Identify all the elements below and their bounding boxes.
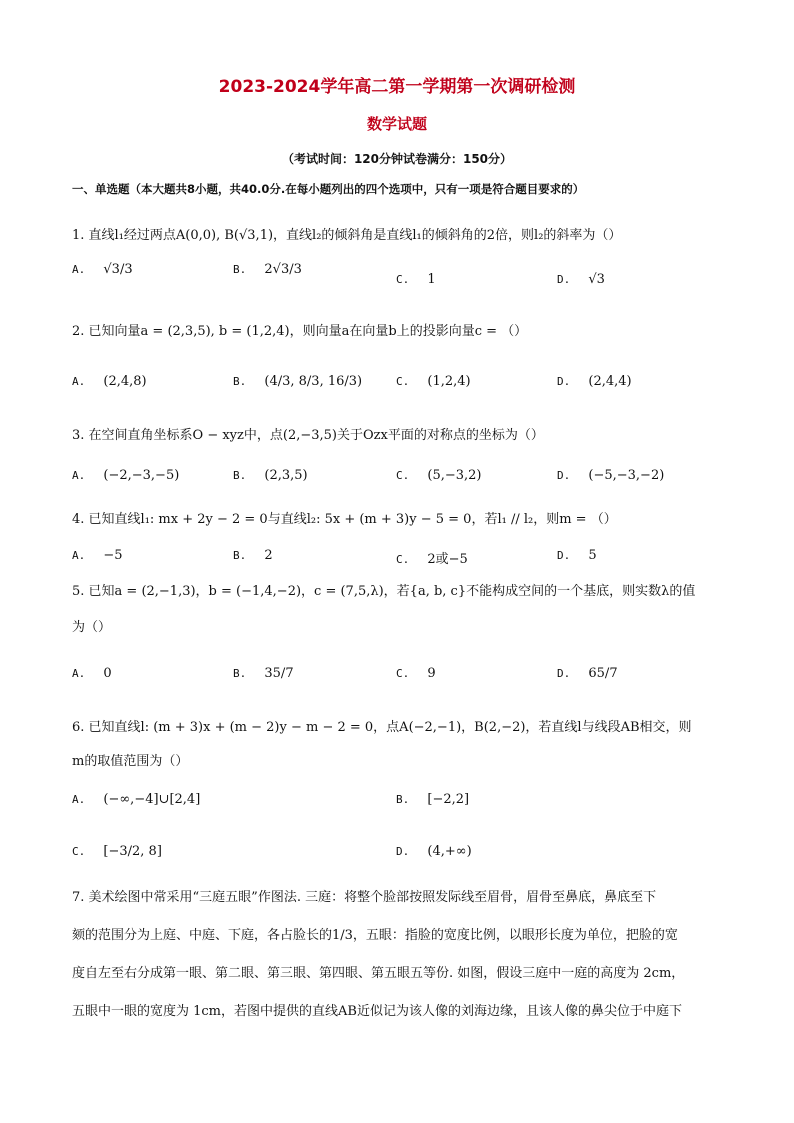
option-letter: B.	[233, 375, 247, 388]
option-value: (2,4,8)	[103, 374, 147, 389]
option-letter: C.	[72, 845, 86, 858]
option-value: 0	[103, 666, 112, 681]
option-letter: A.	[72, 793, 86, 806]
option-letter: A.	[72, 375, 86, 388]
question-7-line-4: 五眼中一眼的宽度为 1cm，若图中提供的直线AB近似记为该人像的刘海边缘，且该人像的鼻尖位于中庭下	[72, 1004, 682, 1019]
option-letter: D.	[396, 845, 410, 858]
option-value: (−5,−3,−2)	[588, 468, 665, 483]
option-letter: D.	[557, 469, 571, 482]
exam-title: 2023-2024学年高二第一学期第一次调研检测	[218, 77, 576, 97]
option-letter: C.	[396, 273, 410, 286]
option-value: (−∞,−4]∪[2,4]	[103, 792, 201, 807]
section-heading: 一、单选题（本大题共8小题，共40.0分.在每小题列出的四个选项中，只有一项是符合题目要求的）	[72, 182, 585, 196]
option-value: 2√3/3	[264, 262, 302, 277]
question-3-stem: 3. 在空间直角坐标系O − xyz中，点(2,−3,5)关于Ozx平面的对称点的坐标为（）	[72, 428, 544, 443]
question-5-stem-cont: 为（）	[72, 620, 112, 635]
q6-option-b	[396, 792, 469, 807]
option-letter: D.	[557, 375, 571, 388]
q2-option-a	[72, 374, 147, 389]
q2-option-b	[233, 374, 362, 389]
exam-info: （考试时间：120分钟试卷满分：150分）	[281, 152, 513, 166]
option-letter: B.	[233, 469, 247, 482]
option-letter: C.	[396, 667, 410, 680]
option-letter: B.	[396, 793, 410, 806]
option-value: 2或−5	[427, 552, 468, 567]
option-letter: D.	[557, 667, 571, 680]
option-letter: B.	[233, 263, 247, 276]
question-4-stem: 4. 已知直线l₁: mx + 2y − 2 = 0与直线l₂: 5x + (m + 3)y − 5 = 0，若l₁ // l₂，则m = （）	[72, 512, 617, 527]
option-value: √3	[588, 272, 605, 287]
exam-subtitle: 数学试题	[366, 115, 427, 133]
q3-option-a	[72, 468, 179, 483]
question-6-stem-cont: m的取值范围为（）	[72, 754, 189, 769]
option-letter: D.	[557, 273, 571, 286]
question-7-line-1: 7. 美术绘图中常采用“三庭五眼”作图法. 三庭：将整个脸部按照发际线至眉骨，眉骨至鼻底，鼻底至下	[72, 890, 657, 905]
option-value: (2,4,4)	[588, 374, 632, 389]
option-value: (5,−3,2)	[427, 468, 482, 483]
option-letter: A.	[72, 263, 86, 276]
option-letter: C.	[396, 553, 410, 566]
option-value: [−3/2, 8]	[103, 844, 162, 859]
q2-option-d	[557, 374, 632, 389]
option-value: √3/3	[103, 262, 133, 277]
option-value: (4/3, 8/3, 16/3)	[264, 374, 363, 389]
option-letter: B.	[233, 667, 247, 680]
q1-option-a	[72, 262, 133, 277]
q1-option-d	[557, 272, 605, 287]
option-value: 35/7	[264, 666, 294, 681]
q4-option-c	[396, 548, 468, 567]
q3-option-c	[396, 468, 482, 483]
option-value: 65/7	[588, 666, 618, 681]
option-value: (2,3,5)	[264, 468, 308, 483]
option-value: [−2,2]	[427, 792, 470, 807]
question-2-stem: 2. 已知向量a = (2,3,5), b = (1,2,4)，则向量a在向量b上的投影向量c = （）	[72, 324, 528, 339]
q5-option-a	[72, 666, 112, 681]
q1-option-b	[233, 262, 302, 277]
q6-option-a	[72, 792, 200, 807]
q5-option-d	[557, 666, 618, 681]
option-value: −5	[103, 548, 123, 563]
q4-option-d	[557, 548, 597, 563]
option-value: (−2,−3,−5)	[103, 468, 180, 483]
option-letter: A.	[72, 549, 86, 562]
q4-option-a	[72, 548, 123, 563]
option-letter: B.	[233, 549, 247, 562]
q5-option-b	[233, 666, 294, 681]
option-value: (1,2,4)	[427, 374, 471, 389]
question-6-stem: 6. 已知直线l: (m + 3)x + (m − 2)y − m − 2 = 0，点A(−2,−1)，B(2,−2)，若直线l与线段AB相交，则	[72, 720, 692, 735]
q6-option-c	[72, 844, 162, 859]
option-value: 2	[264, 548, 273, 563]
q3-option-d	[557, 468, 664, 483]
q6-option-d	[396, 844, 472, 859]
option-letter: C.	[396, 469, 410, 482]
q5-option-c	[396, 666, 436, 681]
option-value: 5	[588, 548, 597, 563]
option-value: 1	[427, 272, 436, 287]
option-letter: D.	[557, 549, 571, 562]
q4-option-b	[233, 548, 273, 563]
question-7-line-2: 颏的范围分为上庭、中庭、下庭，各占脸长的1/3，五眼：指脸的宽度比例，以眼形长度为单位，把脸的宽	[72, 928, 678, 943]
q2-option-c	[396, 374, 471, 389]
q1-option-c	[396, 272, 436, 287]
question-1-stem: 1. 直线l₁经过两点A(0,0), B(√3,1)，直线l₂的倾斜角是直线l₁的倾斜角的2倍，则l₂的斜率为（）	[72, 228, 622, 243]
option-letter: C.	[396, 375, 410, 388]
question-5-stem: 5. 已知a = (2,−1,3)，b = (−1,4,−2)，c = (7,5,λ)，若{a, b, c}不能构成空间的一个基底，则实数λ的值	[72, 584, 696, 599]
option-letter: A.	[72, 469, 86, 482]
option-letter: A.	[72, 667, 86, 680]
option-value: (4,+∞)	[427, 844, 472, 859]
option-value: 9	[427, 666, 436, 681]
question-7-line-3: 度自左至右分成第一眼、第二眼、第三眼、第四眼、第五眼五等份. 如图，假设三庭中一庭的高度为 2cm，	[72, 966, 685, 981]
q3-option-b	[233, 468, 308, 483]
